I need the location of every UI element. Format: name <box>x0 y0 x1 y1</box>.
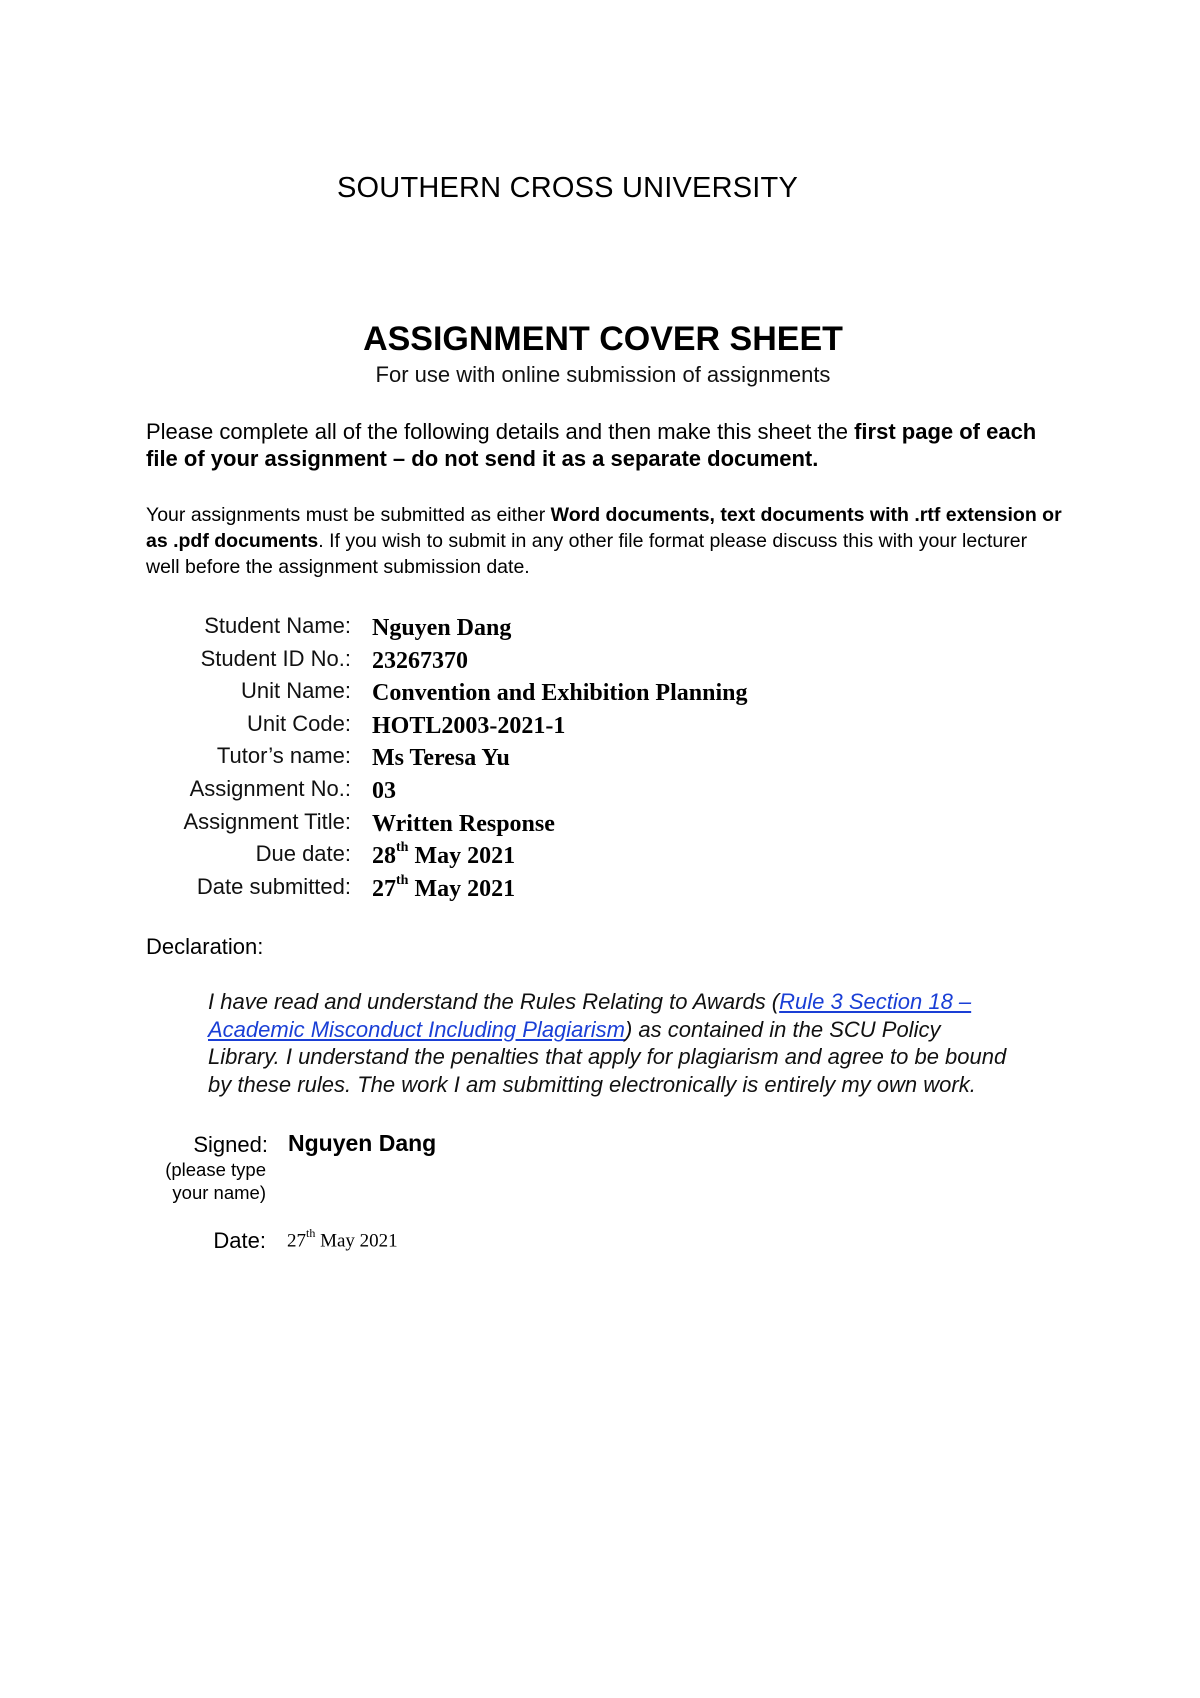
signed-label: Signed: <box>193 1132 268 1157</box>
page-title: ASSIGNMENT COVER SHEET <box>363 320 843 358</box>
declaration-heading: Declaration: <box>146 934 264 959</box>
declaration-statement <box>208 988 1008 1098</box>
submitted-day: 27 <box>372 875 396 902</box>
declaration-text-a: I have read and understand the Rules Relating to Awards ( <box>208 989 780 1014</box>
student-id-value[interactable]: 23267370 <box>372 647 468 674</box>
assignment-no-value[interactable]: 03 <box>372 777 396 804</box>
field-label: Assignment No.: <box>189 775 351 801</box>
student-name-value[interactable]: Nguyen Dang <box>372 615 512 641</box>
tutor-name-value[interactable]: Ms Teresa Yu <box>372 745 510 772</box>
format-text-a: Your assignments must be submitted as either <box>146 504 551 526</box>
details-form <box>0 612 1200 905</box>
due-date-value[interactable] <box>372 842 515 870</box>
declaration-date-month-year: May 2021 <box>315 1230 398 1252</box>
unit-name-value[interactable]: Convention and Exhibition Planning <box>372 680 748 707</box>
field-label: Student Name: <box>204 613 351 638</box>
assignment-title-value[interactable]: Written Response <box>372 810 555 837</box>
instructions-paragraph-2 <box>146 502 1066 580</box>
field-label: Unit Code: <box>247 710 351 736</box>
field-assignment-title <box>0 808 1200 841</box>
field-label: Assignment Title: <box>183 808 351 834</box>
date-submitted-value[interactable] <box>372 872 516 903</box>
field-due-date <box>0 840 1200 873</box>
field-label: Student ID No.: <box>200 645 351 671</box>
submitted-suffix: th <box>396 872 409 888</box>
signed-hint: (please type your name) <box>165 1159 266 1203</box>
signature-value[interactable]: Nguyen Dang <box>288 1130 437 1156</box>
field-tutor-name <box>0 742 1200 775</box>
field-unit-name <box>0 677 1200 710</box>
instructions-text: Please complete all of the following details and then make this sheet the <box>146 419 855 444</box>
field-student-name <box>0 612 1200 645</box>
due-date-suffix: th <box>396 840 409 856</box>
format-text-b: . If you wish to submit in any other file format please discuss this with your lecturer well before the assignment submission date. <box>146 530 1028 578</box>
submitted-month-year: May 2021 <box>408 875 516 902</box>
field-label: Unit Name: <box>240 678 351 704</box>
declaration-date-day: 27 <box>287 1230 306 1252</box>
declaration-text-b: ) as contained in the SCU Policy Library. I understand the penalties that apply for plagiarism and agree to be bound by these rules. The work I am submitting electronically is entirely my own work. <box>208 1016 1007 1097</box>
instructions-emphasis: first page of each file of your assignment – do not send it as a separate document. <box>146 419 1037 471</box>
instructions-paragraph-1 <box>146 418 1066 472</box>
university-name: SOUTHERN CROSS UNIVERSITY <box>337 172 798 204</box>
due-date-month-year: May 2021 <box>408 843 516 870</box>
unit-code-value[interactable]: HOTL2003-2021-1 <box>372 712 566 739</box>
policy-link[interactable]: Rule 3 Section 18 – Academic Misconduct Including Plagiarism <box>208 989 972 1042</box>
field-student-id <box>0 645 1200 678</box>
field-assignment-no <box>0 775 1200 808</box>
page-subtitle: For use with online submission of assignments <box>375 362 831 387</box>
declaration-date-value[interactable] <box>287 1228 398 1252</box>
format-emphasis: Word documents, text documents with .rtf extension or as .pdf documents <box>146 504 1062 552</box>
field-unit-code <box>0 710 1200 743</box>
field-label: Tutor’s name: <box>216 743 351 769</box>
due-date-day: 28 <box>372 843 396 870</box>
declaration-date-label: Date: <box>213 1228 266 1253</box>
field-date-submitted <box>0 873 1200 906</box>
field-label: Date submitted: <box>196 873 351 899</box>
field-label: Due date: <box>255 841 351 867</box>
declaration-date-suffix: th <box>306 1226 316 1240</box>
